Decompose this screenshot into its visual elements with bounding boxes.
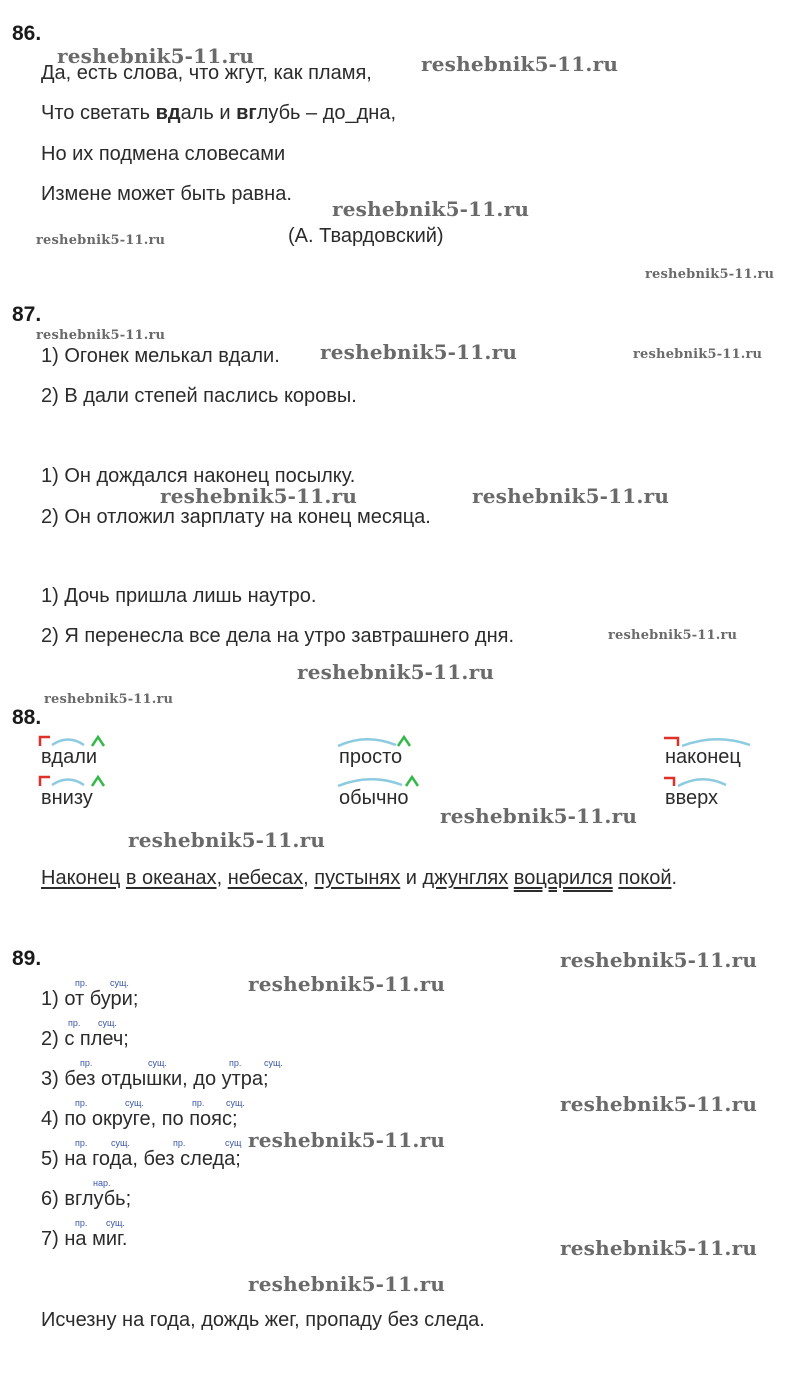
pos-label: сущ. — [264, 1058, 283, 1068]
pos-label: пр. — [75, 978, 88, 988]
word-obychno: обычно — [339, 787, 409, 809]
poem-line-2: Что светать вдаль и вглубь – до_дна, — [41, 102, 397, 124]
watermark: reshebnik5-11.ru — [36, 328, 166, 343]
pos-label: сущ. — [125, 1098, 144, 1108]
sentence-87-3b: 2) Я перенесла все дела на утро завтрашнего дня. — [41, 625, 515, 647]
poem-author: (А. Твардовский) — [288, 225, 444, 247]
pos-label: пр. — [192, 1098, 205, 1108]
exercise-89-number: 89. — [12, 947, 42, 970]
pos-label: сущ — [225, 1138, 242, 1148]
list-item: 6) вглубь; — [41, 1188, 132, 1210]
parsed-sentence: Наконец в океанах, небесах, пустынях и джунглях воцарился покой. — [41, 867, 678, 889]
exercise-86-number: 86. — [12, 22, 42, 45]
watermark: reshebnik5-11.ru — [440, 804, 638, 828]
final-sentence: Исчезну на года, дождь жег, пропаду без следа. — [41, 1309, 485, 1331]
word-vnizu: внизу — [41, 787, 93, 809]
watermark: reshebnik5-11.ru — [44, 692, 174, 707]
sentence-87-2a: 1) Он дождался наконец посылку. — [41, 465, 356, 487]
list-item: 7) на миг. — [41, 1228, 128, 1250]
pos-label: сущ. — [110, 978, 129, 988]
pos-label: пр. — [80, 1058, 93, 1068]
watermark: reshebnik5-11.ru — [332, 197, 530, 221]
pos-label: пр. — [173, 1138, 186, 1148]
poem-line-3: Но их подмена словесами — [41, 143, 286, 165]
watermark: reshebnik5-11.ru — [160, 484, 358, 508]
list-item: 2) с плеч; — [41, 1028, 129, 1050]
sentence-87-1b: 2) В дали степей паслись коровы. — [41, 385, 357, 407]
morpheme-marks-obychno — [336, 774, 426, 788]
watermark: reshebnik5-11.ru — [421, 52, 619, 76]
list-item: 1) от бури; — [41, 988, 139, 1010]
poem-line-1: Да, есть слова, что жгут, как пламя, — [41, 62, 372, 84]
watermark: reshebnik5-11.ru — [320, 340, 518, 364]
pos-label: сущ. — [106, 1218, 125, 1228]
watermark: reshebnik5-11.ru — [645, 267, 775, 282]
watermark: reshebnik5-11.ru — [36, 233, 166, 248]
word-vdali: вдали — [41, 746, 98, 768]
watermark: reshebnik5-11.ru — [248, 1272, 446, 1296]
pos-label: пр. — [75, 1218, 88, 1228]
exercise-87-number: 87. — [12, 303, 42, 326]
watermark: reshebnik5-11.ru — [472, 484, 670, 508]
watermark: reshebnik5-11.ru — [248, 972, 446, 996]
watermark: reshebnik5-11.ru — [57, 44, 255, 68]
pos-label: сущ. — [98, 1018, 117, 1028]
pos-label: сущ. — [226, 1098, 245, 1108]
word-nakonets: наконец — [665, 746, 741, 768]
list-item: 4) по округе, по пояс; — [41, 1108, 238, 1130]
watermark: reshebnik5-11.ru — [128, 828, 326, 852]
pos-label: сущ. — [111, 1138, 130, 1148]
pos-label: пр. — [229, 1058, 242, 1068]
word-prosto: просто — [339, 746, 403, 768]
list-item: 3) без отдышки, до утра; — [41, 1068, 269, 1090]
sentence-87-2b: 2) Он отложил зарплату на конец месяца. — [41, 506, 431, 528]
watermark: reshebnik5-11.ru — [297, 660, 495, 684]
pos-label: пр. — [68, 1018, 81, 1028]
morpheme-marks-vnizu — [38, 774, 108, 788]
pos-label: пр. — [75, 1098, 88, 1108]
watermark: reshebnik5-11.ru — [560, 1236, 758, 1260]
exercise-88-number: 88. — [12, 706, 42, 729]
sentence-87-3a: 1) Дочь пришла лишь наутро. — [41, 585, 317, 607]
watermark: reshebnik5-11.ru — [560, 948, 758, 972]
poem-line-4: Измене может быть равна. — [41, 183, 292, 205]
sentence-87-1a: 1) Огонек мелькал вдали. — [41, 345, 280, 367]
pos-label: нар. — [93, 1178, 111, 1188]
watermark: reshebnik5-11.ru — [608, 628, 738, 643]
watermark: reshebnik5-11.ru — [560, 1092, 758, 1116]
watermark: reshebnik5-11.ru — [633, 347, 763, 362]
morpheme-marks-vverkh — [662, 774, 737, 788]
list-item: 5) на года, без следа; — [41, 1148, 241, 1170]
pos-label: пр. — [75, 1138, 88, 1148]
watermark: reshebnik5-11.ru — [248, 1128, 446, 1152]
pos-label: сущ. — [148, 1058, 167, 1068]
word-vverkh: вверх — [665, 787, 719, 809]
